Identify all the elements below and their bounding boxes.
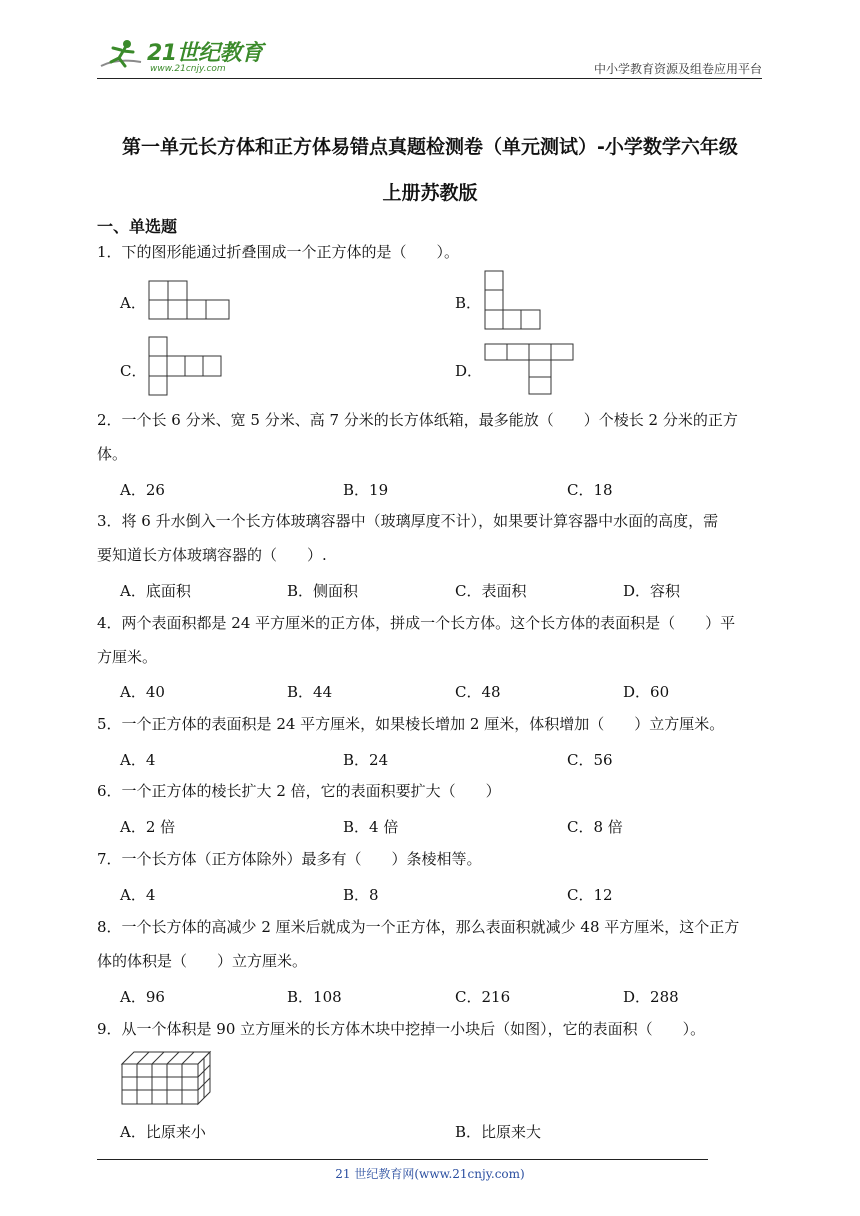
q9-cuboid-figure — [120, 1050, 212, 1106]
q5-option-c: C．56 — [567, 751, 613, 769]
question-6-stem: 6．一个正方体的棱长扩大 2 倍，它的表面积要扩大（ ） — [97, 782, 501, 800]
q6-option-c: C．8 倍 — [567, 818, 623, 836]
footer-link[interactable]: 21 世纪教育网(www.21cnjy.com) — [335, 1167, 525, 1181]
q1-net-c-figure — [148, 336, 224, 398]
question-4-stem-line1: 4．两个表面积都是 24 平方厘米的正方体，拼成一个长方体。这个长方体的表面积是（ ）平 — [97, 614, 736, 632]
logo-text: 21世纪教育 — [147, 41, 263, 66]
section-heading: 一、单选题 — [97, 217, 178, 236]
page-title-line1: 第一单元长方体和正方体易错点真题检测卷（单元测试）-小学数学六年级 — [122, 136, 738, 158]
page-title-line2: 上册苏教版 — [382, 182, 478, 204]
q2-option-b: B．19 — [343, 481, 389, 499]
q6-option-b: B．4 倍 — [343, 818, 399, 836]
question-5-stem: 5．一个正方体的表面积是 24 平方厘米，如果棱长增加 2 厘米，体积增加（ ）立方厘米。 — [97, 715, 725, 733]
q1-option-c: C． — [120, 362, 147, 380]
q4-option-b: B．44 — [287, 683, 333, 701]
question-3-stem-line1: 3．将 6 升水倒入一个长方体玻璃容器中（玻璃厚度不计），如果要计算容器中水面的高度，需 — [97, 512, 719, 530]
question-3-stem-line2: 要知道长方体玻璃容器的（ ）. — [97, 546, 327, 564]
question-4-stem-line2: 方厘米。 — [97, 648, 158, 666]
q8-option-d: D．288 — [623, 988, 679, 1006]
q9-option-a: A．比原来小 — [120, 1123, 206, 1141]
question-9-stem: 9．从一个体积是 90 立方厘米的长方体木块中挖掉一小块后（如图），它的表面积（ ）。 — [97, 1020, 706, 1038]
q1-net-b-figure — [484, 270, 544, 332]
q6-option-a: A．2 倍 — [120, 818, 176, 836]
question-2-stem-line2: 体。 — [97, 445, 128, 463]
q8-option-b: B．108 — [287, 988, 342, 1006]
q1-net-d-figure — [484, 343, 576, 397]
q3-option-c: C．表面积 — [455, 582, 527, 600]
question-8-stem-line2: 体的体积是（ ）立方厘米。 — [97, 952, 308, 970]
q3-option-a: A．底面积 — [120, 582, 191, 600]
q8-option-a: A．96 — [120, 988, 165, 1006]
q4-option-c: C．48 — [455, 683, 501, 701]
q4-option-d: D．60 — [623, 683, 670, 701]
q7-option-a: A．4 — [120, 886, 156, 904]
q5-option-b: B．24 — [343, 751, 389, 769]
q9-option-b: B．比原来大 — [455, 1123, 542, 1141]
runner-logo-icon — [97, 36, 147, 76]
q3-option-b: B．侧面积 — [287, 582, 359, 600]
q2-option-c: C．18 — [567, 481, 613, 499]
q3-option-d: D．容积 — [623, 582, 681, 600]
question-2-stem-line1: 2．一个长 6 分米、宽 5 分米、高 7 分米的长方体纸箱，最多能放（ ）个棱长 2 分米的正方 — [97, 411, 738, 429]
q7-option-c: C．12 — [567, 886, 613, 904]
q2-option-a: A．26 — [120, 481, 165, 499]
question-8-stem-line1: 8．一个长方体的高减少 2 厘米后就成为一个正方体，那么表面积就减少 48 平方厘米，这个正方 — [97, 918, 740, 936]
q5-option-a: A．4 — [120, 751, 156, 769]
q1-option-b: B． — [455, 294, 482, 312]
q1-option-a: A． — [120, 294, 146, 312]
q8-option-c: C．216 — [455, 988, 511, 1006]
q1-net-a-figure — [148, 280, 232, 320]
logo-url: www.21cnjy.com — [150, 64, 226, 74]
q7-option-b: B．8 — [343, 886, 379, 904]
q4-option-a: A．40 — [120, 683, 165, 701]
question-7-stem: 7．一个长方体（正方体除外）最多有（ ）条棱相等。 — [97, 850, 482, 868]
question-1-stem: 1．下的图形能通过折叠围成一个正方体的是（ ）。 — [97, 243, 460, 261]
footer-divider — [97, 1159, 708, 1160]
platform-label: 中小学教育资源及组卷应用平台 — [593, 62, 762, 76]
header-divider — [97, 78, 762, 79]
q1-option-d: D． — [455, 362, 483, 380]
